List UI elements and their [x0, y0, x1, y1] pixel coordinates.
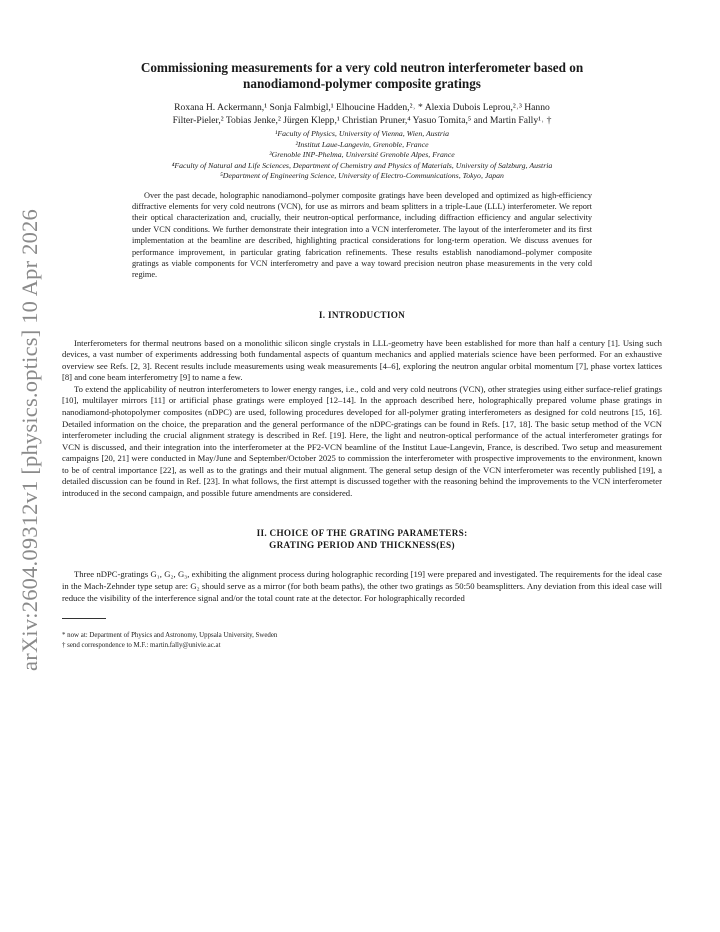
arxiv-sidebar	[10, 209, 50, 671]
title-line-1: Commissioning measurements for a very cold neutron interferometer based on	[140, 60, 584, 75]
affiliation-4: ⁴Faculty of Natural and Life Sciences, Department of Chemistry and Physics of Materials, University of Salzburg, Austria	[171, 160, 553, 170]
footnote-correspondence[interactable]: † send correspondence to M.F.: martin.fally@univie.ac.at	[62, 641, 221, 649]
title-line-2: nanodiamond-polymer composite gratings	[243, 76, 481, 91]
authors-line-2: Filter-Pieler,² Tobias Jenke,² Jürgen Klepp,¹ Christian Pruner,⁴ Yasuo Tomita,⁵ and Martin Fally¹˒ †	[172, 114, 552, 126]
arxiv-identifier[interactable]: arXiv:2604.09312v1 [physics.optics] 10 Apr 2026	[17, 209, 42, 671]
section2-paragraph-1: Three nDPC-gratings G₁, G₂, G₃, exhibiting the alignment process during holographic recording [19] were prepared and investigated. The requirements for the ideal case in the Mach-Zehnder type setup are: G₂ should serve as a mirror (for both beam paths), the other two gratings as 50:50 beamsplitters. Any deviation from this ideal case will reduce the visibility of the interference signal and/or the total count rate at the detector. For holographically recorded	[62, 569, 662, 603]
abstract: Over the past decade, holographic nanodiamond–polymer composite gratings have been developed and optimized as high-efficiency diffractive elements for very cold neutrons (VCN), for use as mirrors and beam splitters in a triple-Laue (LLL) interferometer. We report their optical characterization and, crucially, their neutron-optical performance, including diffraction efficiency and angular selectivity under VCN conditions. We further demonstrate their integration into a VCN interferometer. The layout of the interferometer and its first implementation at the beamline are described, highlighting practical considerations for long-term operation. We discuss avenues for performance improvement, in particular grating fabrication refinements. These results establish nanodiamond–polymer composite gratings as viable components for VCN interferometry and pave a way toward precision neutron phase measurements in the very cold regime.	[132, 190, 592, 280]
footnotes	[62, 631, 662, 651]
affiliation-5: ⁵Department of Engineering Science, University of Electro-Communications, Tokyo, Japan	[220, 171, 504, 180]
authors-line-1: Roxana H. Ackermann,¹ Sonja Falmbigl,¹ Elhoucine Hadden,²˒ * Alexia Dubois Leprou,²˒³ Hanno	[174, 102, 550, 113]
author-list	[62, 102, 662, 127]
footnote-affiliation-now: * now at: Department of Physics and Astronomy, Uppsala University, Sweden	[62, 632, 278, 640]
section2-title-line-1: II. CHOICE OF THE GRATING PARAMETERS:	[256, 528, 468, 539]
section-heading-introduction: I. INTRODUCTION	[318, 309, 406, 320]
affiliation-2: ²Institut Laue-Langevin, Grenoble, France	[295, 139, 429, 149]
affiliation-1: ¹Faculty of Physics, University of Vienna, Wien, Austria	[275, 129, 449, 138]
intro-paragraph-1: Interferometers for thermal neutrons based on a monolithic silicon single crystals in LLL-geometry have been established for more than half a century [1]. Using such devices, a vast number of experiments addressing both fundamental aspects of quantum mechanics and applied materials science have been performed. For an exhaustive overview see Refs. [2, 3]. Recent results include measurements using weak measurements [4–6], exploring the neutron angular orbital momentum [7], phase vortex lattices [8] and cone beam interferometry [9] to name a few.	[62, 337, 662, 383]
intro-paragraph-2: To extend the applicability of neutron interferometers to lower energy ranges, i.e., cold and very cold neutrons (VCN), other strategies using either surface-relief gratings [10], multilayer mirrors [11] or artificial phase gratings were employed [12–14]. In the approach described here, holographically prepared volume phase gratings in nanodiamond-photopolymer composites (nDPC) are used, following procedures developed for all-polymer grating interferometers as designed for cold neutrons [15, 16]. Detailed information on the choice, the preparation and the general performance of the nDPC-gratings can be found in Refs. [17, 18]. The basic setup method of the VCN interferometer including the crucial alignment strategy is described in Ref. [19]. Here, the light and neutron-optical performance of the actual interferometer gratings for VCN is discussed, and their integration into the interferometer at the PF2-VCN beamline of the Institut Laue-Langevin, France, is described. Two setup and measurement campaigns [20, 21] were conducted in May/June and September/October 2025 to commission the interferometer with prospective improvements to the environment, known to be of central importance [22], as well as to the gratings and their mutual alignment. The general setup design of the VCN interferometer was recently published [19], a detailed discussion can be found in Ref. [23]. In what follows, the first attempt is discussed together with the reasoning behind the improvements to the VCN interferometer introduced in the second campaign, and possible future amendments are considered.	[62, 383, 662, 498]
paper-page	[62, 60, 662, 651]
affiliation-3: ³Grenoble INP-Phelma, Université Grenoble Alpes, France	[269, 150, 455, 159]
paper-title	[62, 60, 662, 92]
footnote-divider	[62, 618, 106, 619]
section2-title-line-2: GRATING PERIOD AND THICKNESS(ES)	[269, 540, 455, 551]
section-heading-grating-parameters	[62, 527, 662, 551]
